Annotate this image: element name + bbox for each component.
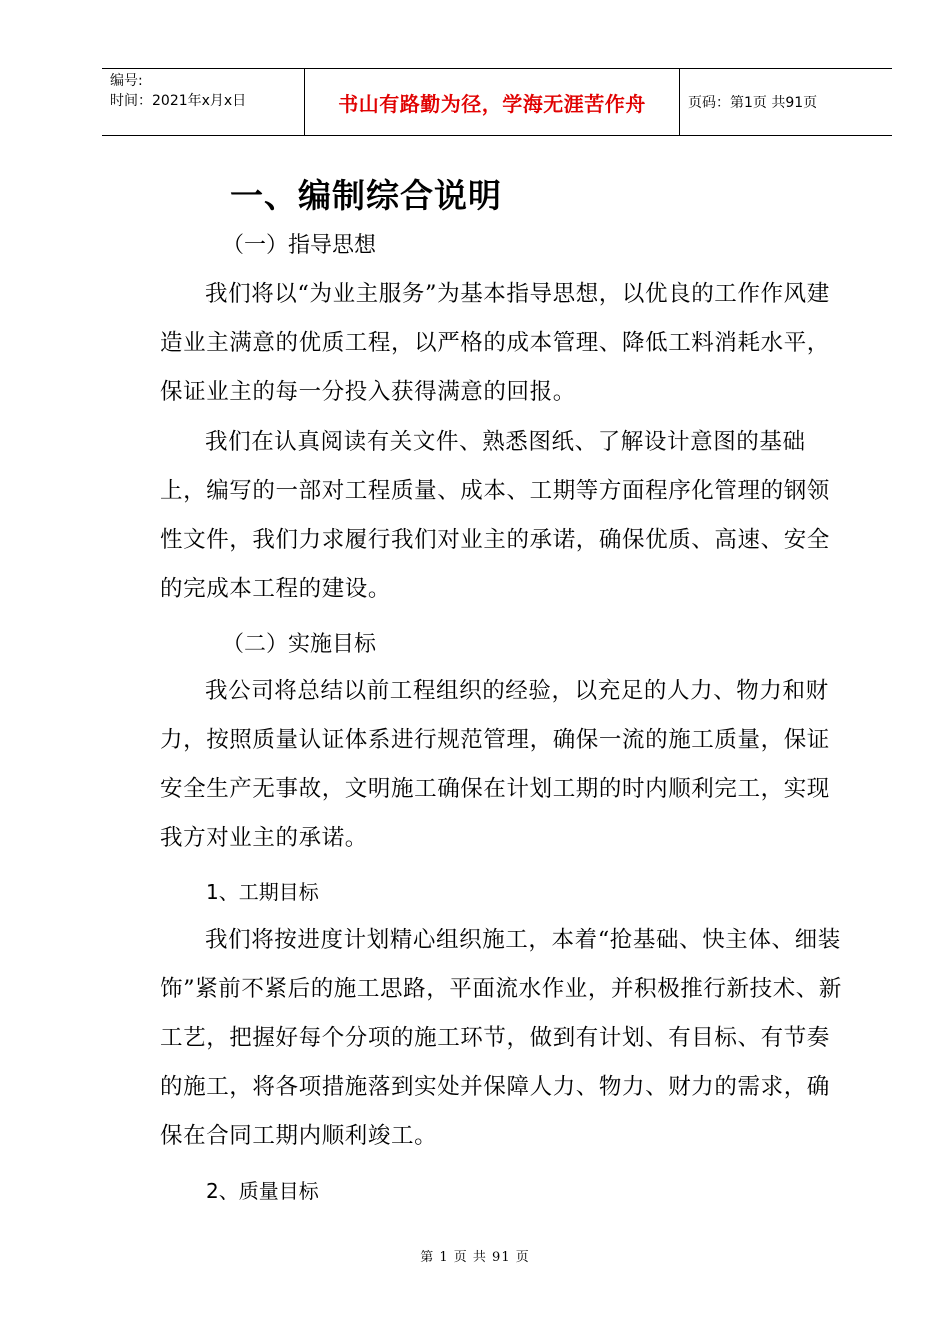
header-meta-cell <box>102 69 304 135</box>
paragraph: 我们在认真阅读有关文件、熟悉图纸、了解设计意图的基础上，编写的一部对工程质量、成本、工期等方面程序化管理的钢领性文件，我们力求履行我们对业主的承诺，确保优质、高速、安全的完成本工程的建设。 <box>160 429 830 602</box>
page-header <box>102 68 892 136</box>
subsection-heading-schedule: 1、工期目标 <box>206 880 319 904</box>
section-heading-objectives: （二）实施目标 <box>222 632 377 657</box>
document-title: 一、编制综合说明 <box>230 176 502 215</box>
paragraph: 我们将按进度计划精心组织施工，本着“抢基础、快主体、细装饰”紧前不紧后的施工思路，平面流水作业，并积极推行新技术、新工艺，把握好每个分项的施工环节，做到有计划、有目标、有节奏的施工，将各项措施落到实处并保障人力、物力、财力的需求，确保在合同工期内顺利竣工。 <box>160 927 843 1149</box>
paragraph: 我们将以“为业主服务”为基本指导思想，以优良的工作作风建造业主满意的优质工程，以严格的成本管理、降低工料消耗水平，保证业主的每一分投入获得满意的回报。 <box>160 281 830 405</box>
page-footer: 第 1 页 共 91 页 <box>420 1250 530 1265</box>
header-page-label: 页码：第1页 共91页 <box>688 95 818 111</box>
section-heading-guiding-idea: （一）指导思想 <box>222 233 377 258</box>
doc-time-label: 时间：2021年x月x日 <box>110 93 247 109</box>
doc-number-label: 编号: <box>110 73 143 89</box>
paragraph: 我公司将总结以前工程组织的经验，以充足的人力、物力和财力，按照质量认证体系进行规范管理，确保一流的施工质量，保证安全生产无事故，文明施工确保在计划工期的时内顺利完工，实现我方对业主的承诺。 <box>160 678 830 851</box>
header-motto: 书山有路勤为径，学海无涯苦作舟 <box>304 69 680 135</box>
subsection-heading-quality: 2、质量目标 <box>206 1179 319 1203</box>
